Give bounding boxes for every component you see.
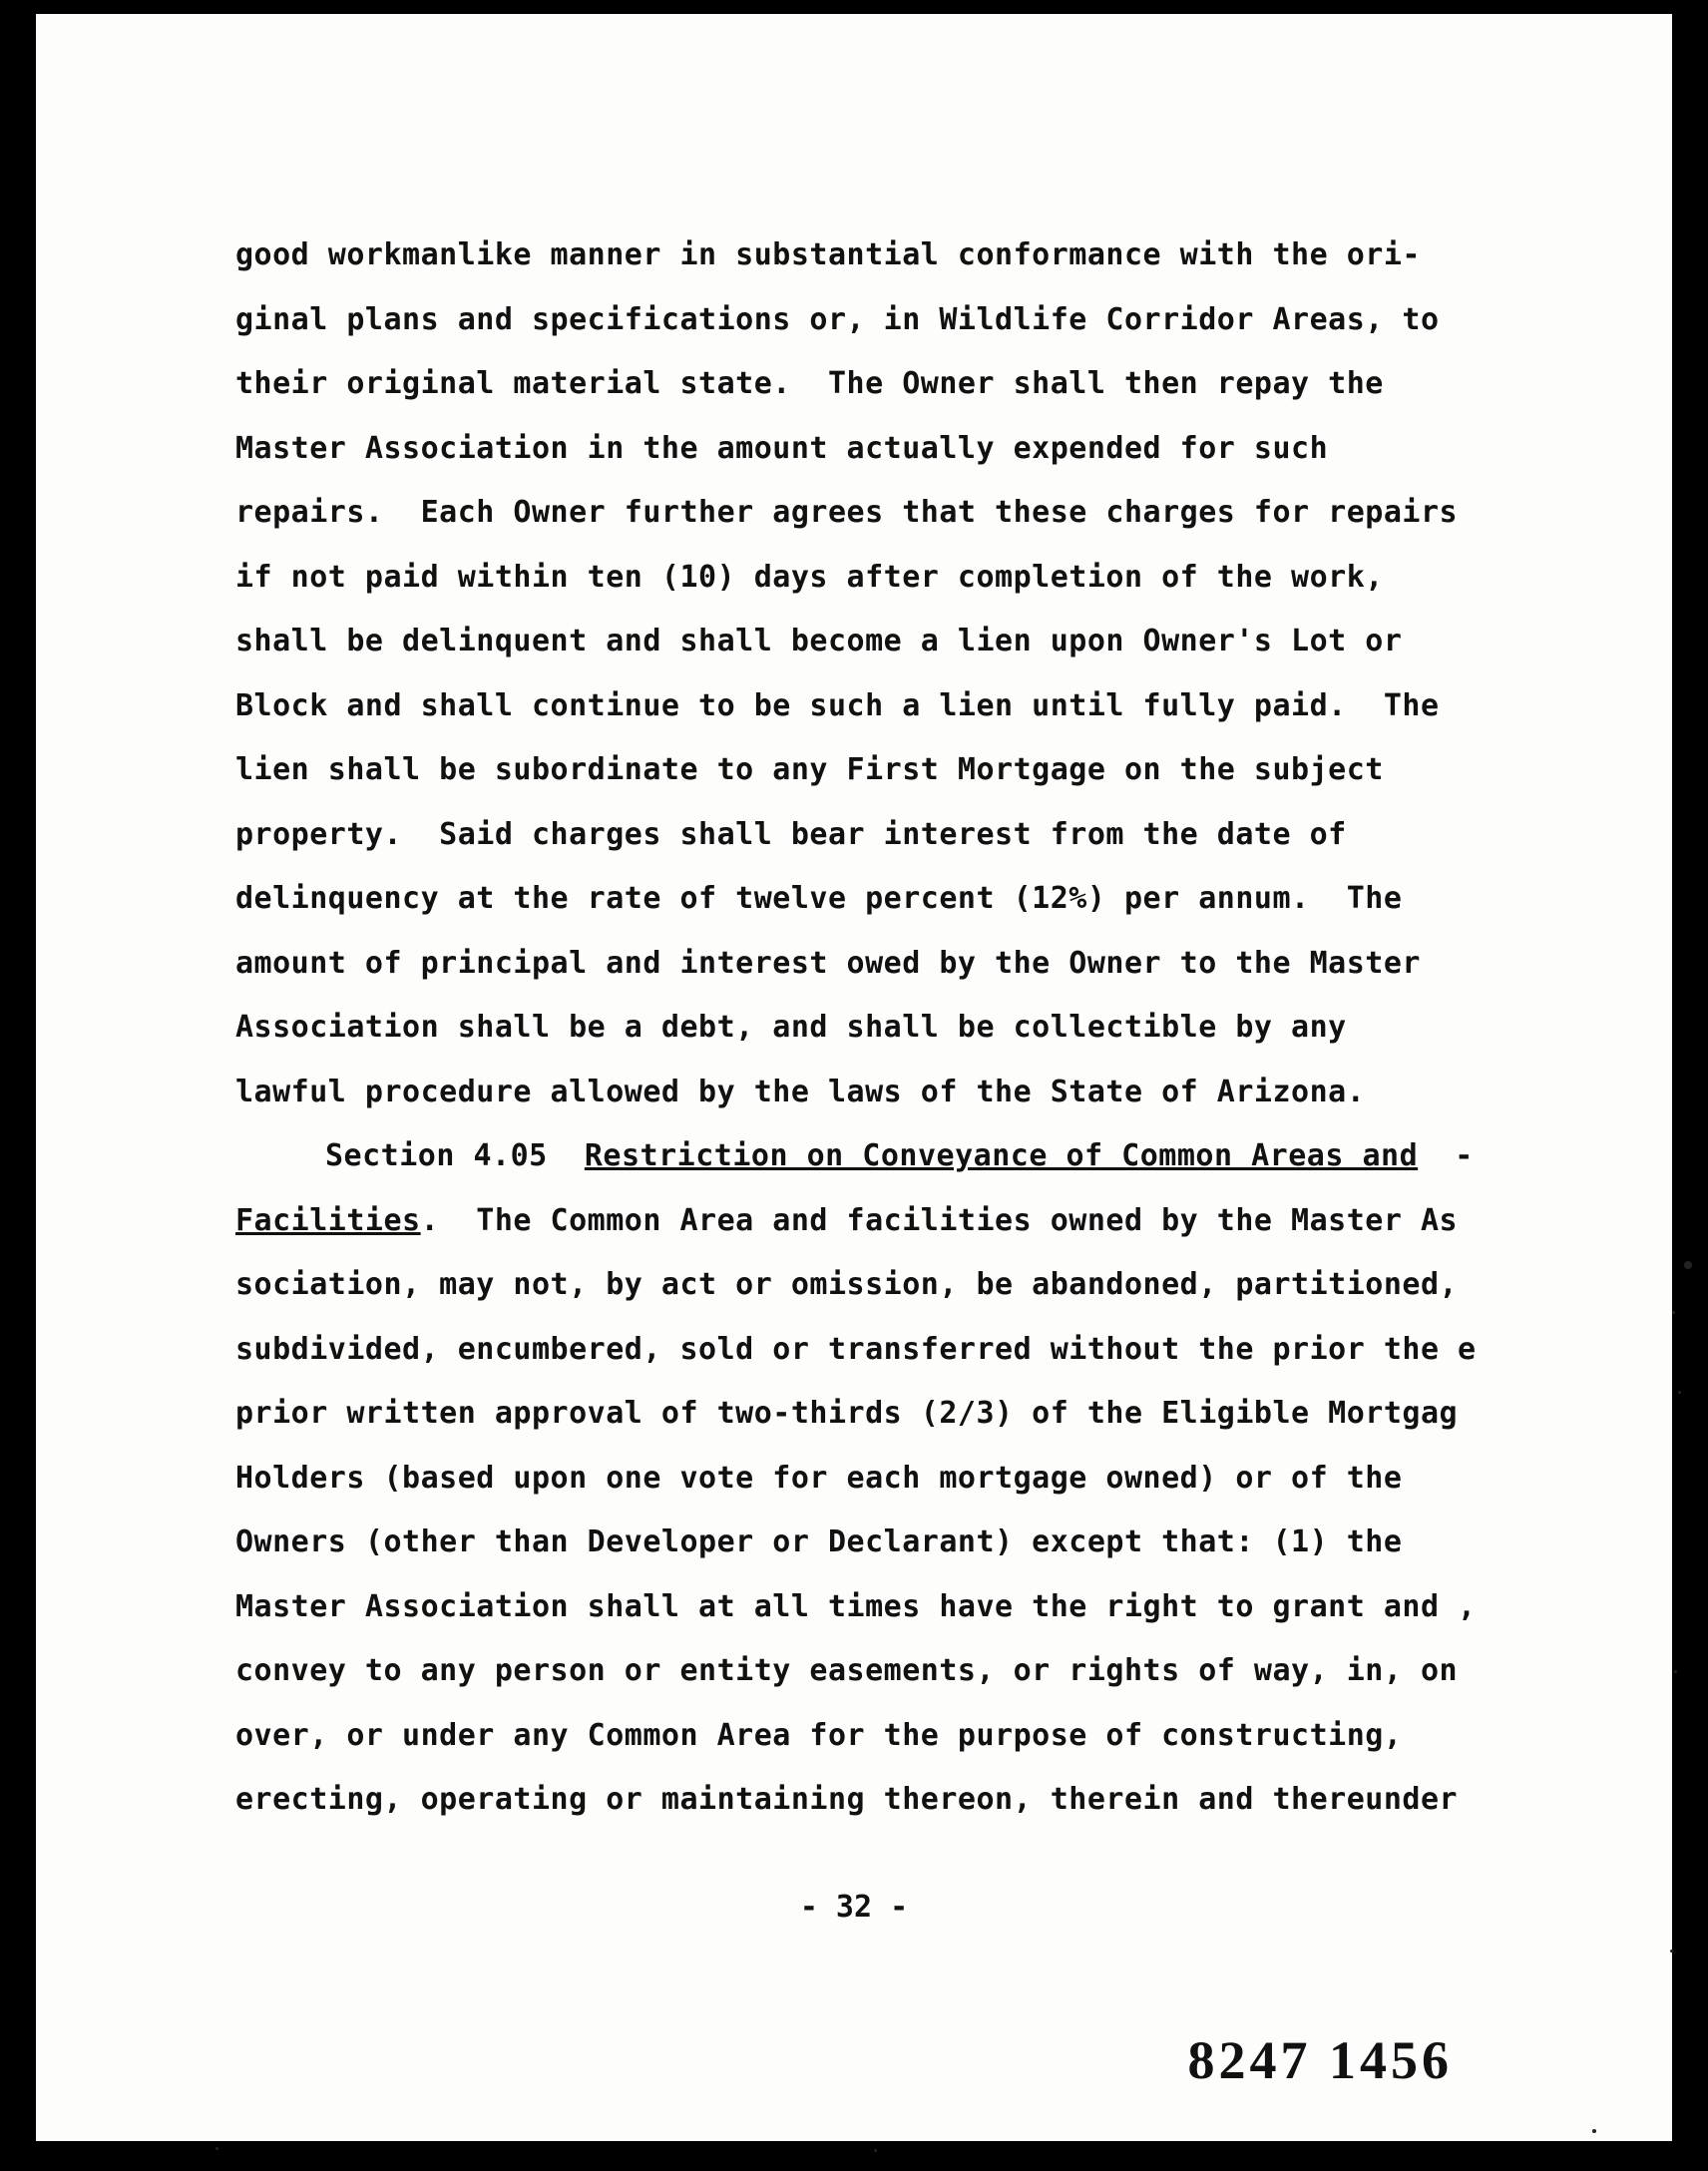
text-line: Association shall be a debt, and shall be collectible by any bbox=[235, 1010, 1347, 1045]
text-line: delinquency at the rate of twelve percent (12%) per annum. The bbox=[235, 881, 1403, 916]
section-title-period: . bbox=[420, 1202, 440, 1238]
text-line: good workmanlike manner in substantial conformance with the ori- bbox=[235, 237, 1421, 272]
section-title-end: Facilities bbox=[235, 1202, 421, 1238]
text-line: their original material state. The Owner shall then repay the bbox=[235, 366, 1384, 401]
text-line: prior written approval of two-thirds (2/3) of the Eligible Mortgag bbox=[235, 1396, 1459, 1431]
text-line: shall be delinquent and shall become a lien upon Owner's Lot or bbox=[235, 624, 1403, 658]
text-line: amount of principal and interest owed by the Owner to the Master bbox=[235, 945, 1421, 981]
scan-speck bbox=[1672, 1311, 1675, 1314]
text-line: erecting, operating or maintaining thereon, therein and thereunder bbox=[235, 1782, 1459, 1817]
document-page bbox=[36, 14, 1672, 2141]
text-line: Owners (other than Developer or Declarant) except that: (1) the bbox=[235, 1524, 1403, 1559]
text-line: Master Association shall at all times have the right to grant and , bbox=[235, 1588, 1477, 1624]
scan-speck bbox=[1674, 1670, 1677, 1673]
scan-speck bbox=[215, 2147, 218, 2150]
scan-speck bbox=[1678, 1391, 1681, 1394]
scan-speck bbox=[1592, 2129, 1596, 2133]
text-line: The Common Area and facilities owned by the Master As bbox=[439, 1202, 1459, 1238]
text-line: Master Association in the amount actually expended for such bbox=[235, 430, 1329, 466]
text-line: property. Said charges shall bear interest from the date of bbox=[235, 816, 1347, 852]
scan-speck bbox=[1684, 1261, 1692, 1269]
text-line: convey to any person or entity easements, or rights of way, in, on bbox=[235, 1653, 1459, 1688]
section-number: Section 4.05 bbox=[325, 1138, 548, 1173]
text-line: ginal plans and specifications or, in Wildlife Corridor Areas, to bbox=[235, 301, 1440, 337]
section-title: Restriction on Conveyance of Common Areas and bbox=[584, 1138, 1419, 1173]
page-number: - 32 - bbox=[799, 1890, 909, 1925]
section-heading-continuation bbox=[235, 1189, 1572, 1254]
text-line: sociation, may not, by act or omission, be abandoned, partitioned, bbox=[235, 1267, 1459, 1302]
document-number: 8247 1456 bbox=[1187, 2030, 1453, 2090]
scan-speck bbox=[874, 2149, 877, 2152]
margin-mark: - bbox=[1455, 1138, 1474, 1173]
text-line: Holders (based upon one vote for each mortgage owned) or of the bbox=[235, 1460, 1403, 1496]
text-line: Block and shall continue to be such a lien until fully paid. The bbox=[235, 687, 1440, 723]
text-line: if not paid within ten (10) days after completion of the work, bbox=[235, 559, 1384, 595]
text-line: over, or under any Common Area for the purpose of constructing, bbox=[235, 1717, 1403, 1753]
text-line: subdivided, encumbered, sold or transferred without the prior the e bbox=[235, 1331, 1477, 1367]
section-heading-line bbox=[235, 1124, 1572, 1189]
text-line: repairs. Each Owner further agrees that these charges for repairs bbox=[235, 495, 1459, 530]
text-line: lawful procedure allowed by the laws of the State of Arizona. bbox=[235, 1074, 1366, 1109]
text-line: lien shall be subordinate to any First Mortgage on the subject bbox=[235, 752, 1384, 787]
document-body bbox=[235, 223, 1572, 1833]
scan-speck bbox=[1670, 1950, 1673, 1953]
